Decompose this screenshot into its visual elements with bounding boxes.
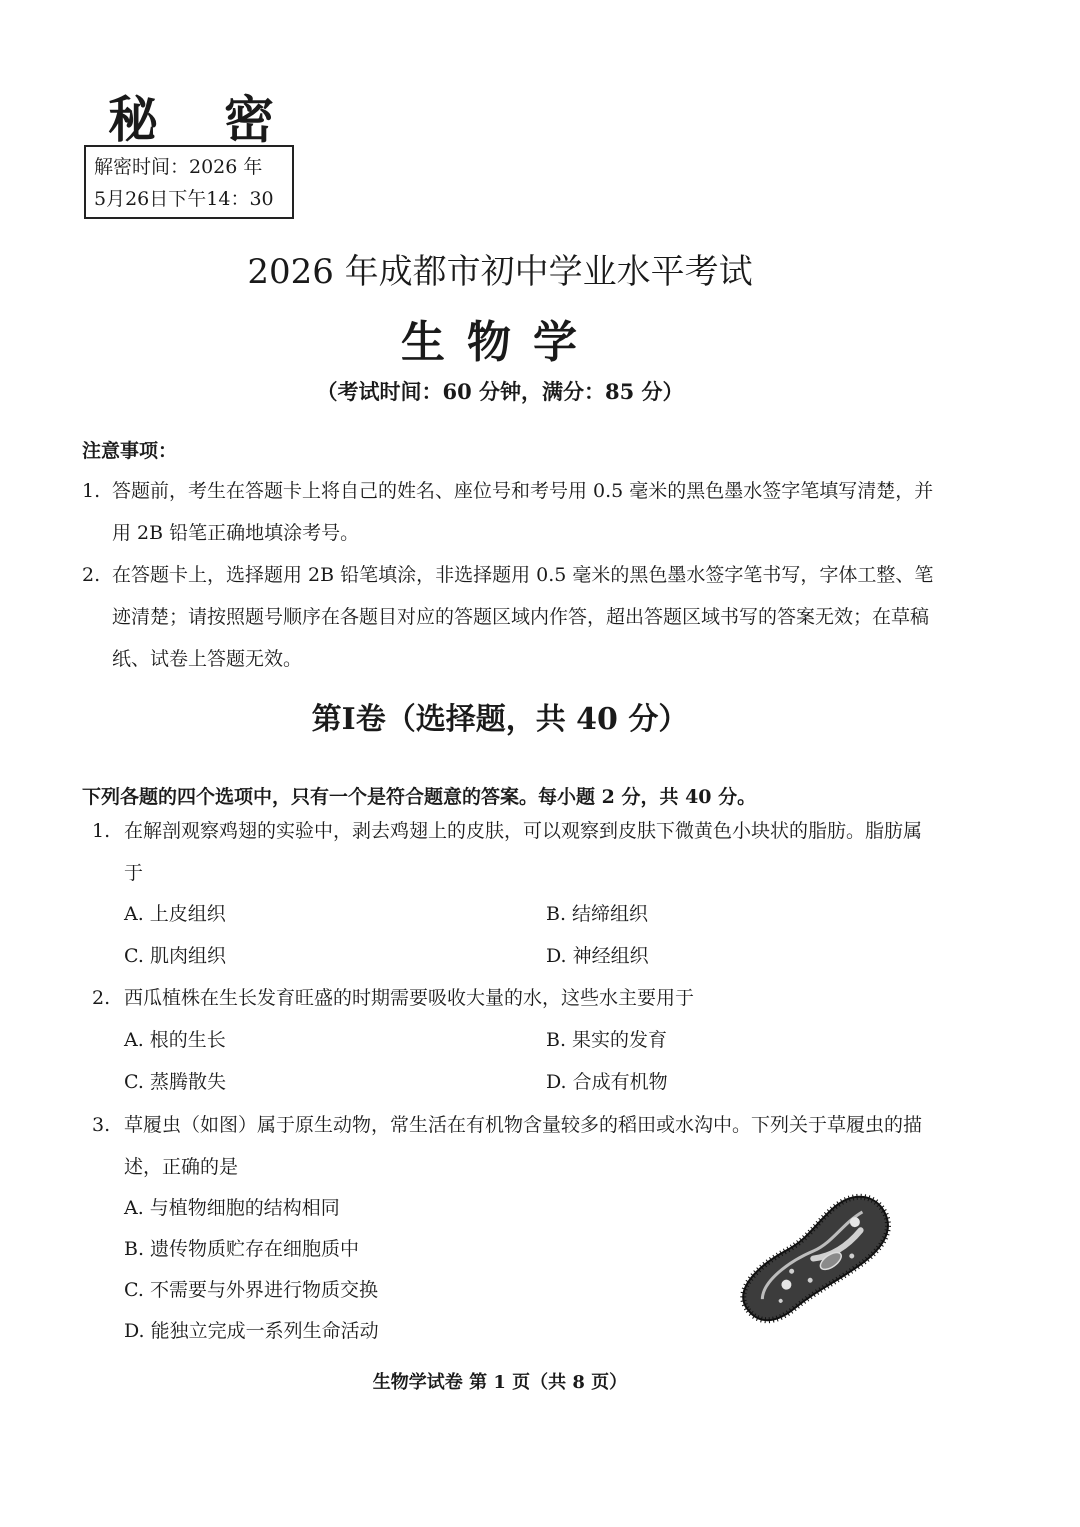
- question-2: [92, 977, 932, 1019]
- q2-option-a: A. 根的生长: [124, 1029, 226, 1051]
- q1-option-a: A. 上皮组织: [124, 903, 226, 925]
- paramecium-illustration-icon: [720, 1186, 910, 1336]
- notice-text: 答题前，考生在答题卡上将自己的姓名、座位号和考号用 0.5 毫米的黑色墨水签字笔填写清楚，并用 2B 铅笔正确地填涂考号。: [112, 480, 934, 544]
- q3-option-d: D. 能独立完成一系列生命活动: [124, 1320, 379, 1342]
- notice-text: 在答题卡上，选择题用 2B 铅笔填涂，非选择题用 0.5 毫米的黑色墨水签字笔书写，字体工整、笔迹清楚；请按照题号顺序在各题目对应的答题区域内作答，超出答题区域书写的答案无效；在草稿纸、试卷上答题无效。: [112, 564, 934, 670]
- question-number: 3.: [92, 1114, 111, 1136]
- question-number: 2.: [92, 987, 111, 1009]
- q3-option-c: C. 不需要与外界进行物质交换: [124, 1279, 378, 1301]
- q1-option-d: D. 神经组织: [546, 945, 649, 967]
- question-text: 在解剖观察鸡翅的实验中，剥去鸡翅上的皮肤，可以观察到皮肤下微黄色小块状的脂肪。脂肪属于: [124, 820, 923, 884]
- question-1: [92, 810, 932, 894]
- declassify-line-1: 解密时间：2026 年: [94, 156, 263, 178]
- section-title: 第Ⅰ卷（选择题，共 40 分）: [311, 702, 689, 737]
- notice-number: 2.: [82, 564, 101, 586]
- page-footer: 生物学试卷 第 1 页（共 8 页）: [372, 1372, 628, 1393]
- notice-item-1: [82, 470, 942, 554]
- q3-option-a: A. 与植物细胞的结构相同: [124, 1197, 340, 1219]
- question-text: 西瓜植株在生长发育旺盛的时期需要吸收大量的水，这些水主要用于: [124, 987, 695, 1009]
- q3-option-b: B. 遗传物质贮存在细胞质中: [124, 1238, 360, 1260]
- q2-option-d: D. 合成有机物: [546, 1071, 668, 1093]
- question-text: 草履虫（如图）属于原生动物，常生活在有机物含量较多的稻田或水沟中。下列关于草履虫的描述，正确的是: [124, 1114, 923, 1178]
- question-number: 1.: [92, 820, 111, 842]
- question-3: [92, 1104, 932, 1188]
- declassify-time-box: [84, 145, 294, 219]
- q2-option-c: C. 蒸腾散失: [124, 1071, 226, 1093]
- declassify-line-2: 5月26日下午14：30: [94, 188, 274, 210]
- notice-number: 1.: [82, 480, 101, 502]
- q1-option-c: C. 肌肉组织: [124, 945, 226, 967]
- q2-option-b: B. 果实的发育: [546, 1029, 668, 1051]
- notice-heading: 注意事项：: [82, 440, 178, 462]
- section-instruction: 下列各题的四个选项中，只有一个是符合题意的答案。每小题 2 分，共 40 分。: [82, 786, 757, 808]
- notice-item-2: [82, 554, 942, 680]
- subject-title: 生物学: [401, 317, 599, 368]
- secret-mark: 秘密: [108, 91, 340, 149]
- q1-option-b: B. 结缔组织: [546, 903, 649, 925]
- exam-time-score: （考试时间：60 分钟，满分：85 分）: [316, 379, 684, 404]
- exam-title: 2026 年成都市初中学业水平考试: [247, 252, 753, 292]
